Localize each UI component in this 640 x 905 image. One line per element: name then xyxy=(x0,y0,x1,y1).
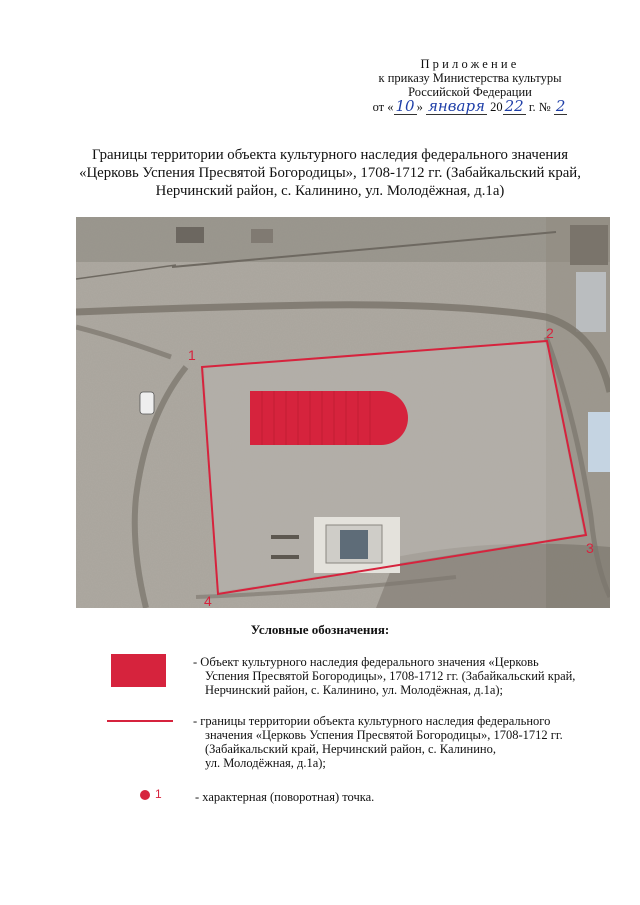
legend-boundary-line-3: (Забайкальский край, Нерчинский район, с. Калинино, xyxy=(205,742,496,756)
map-chapel-dome xyxy=(340,530,368,559)
map-ruins xyxy=(271,555,299,559)
boundary-point-3: 3 xyxy=(586,540,594,556)
legend-point-text: - характерная (поворотная) точка. xyxy=(195,790,375,804)
legend-object-line-3: Нерчинский район, с. Калинино, ул. Молодёжная, д.1а); xyxy=(205,683,504,697)
document-heading xyxy=(60,146,600,200)
map-house xyxy=(570,225,608,265)
legend-boundary-line-1: - границы территории объекта культурного наследия федерального xyxy=(193,714,551,728)
legend-boundary-text xyxy=(193,714,593,770)
map-vehicle xyxy=(140,392,154,414)
boundary-point-4: 4 xyxy=(204,593,212,608)
year-word: г. № xyxy=(528,100,551,114)
appendix-header xyxy=(340,57,600,114)
map-house xyxy=(251,229,273,243)
legend-object-swatch xyxy=(111,654,166,687)
heading-line-2: «Церковь Успения Пресвятой Богородицы», 1708-1712 гг. (Забайкальский край, xyxy=(79,165,581,181)
legend-object-line-1: - Объект культурного наследия федерального значения «Церковь xyxy=(193,655,539,669)
legend-boundary-line-2: значения «Церковь Успения Пресвятой Богородицы», 1708-1712 гг. xyxy=(205,728,563,742)
map-house xyxy=(576,272,606,332)
boundary-point-2: 2 xyxy=(546,325,554,341)
handwritten-year: 22 xyxy=(504,97,524,115)
aerial-map xyxy=(76,217,610,608)
legend-object-text xyxy=(193,655,603,697)
map-house xyxy=(176,227,204,243)
boundary-point-1: 1 xyxy=(188,347,196,363)
map-house xyxy=(588,412,610,472)
appendix-date-line: от « 10 » января 20 22 г. № 2 xyxy=(372,97,566,115)
legend-object-line-2: Успения Пресвятой Богородицы», 1708-1712 гг. (Забайкальский край, xyxy=(205,669,576,683)
heading-line-3: Нерчинский район, с. Калинино, ул. Молодёжная, д.1а) xyxy=(155,183,505,199)
map-north-terrain xyxy=(76,217,610,262)
date-prefix: от « xyxy=(372,100,394,114)
appendix-federation-line: Российской Федерации xyxy=(408,85,532,99)
legend-boundary-line-4: ул. Молодёжная, д.1а); xyxy=(205,756,326,770)
heading-line-1: Границы территории объекта культурного наследия федерального значения xyxy=(91,147,569,163)
handwritten-month: января xyxy=(427,97,485,115)
legend-title: Условные обозначения: xyxy=(250,622,390,637)
year-prefix: 20 xyxy=(490,100,503,114)
legend-point-dot xyxy=(140,790,150,800)
handwritten-number: 2 xyxy=(555,97,566,115)
handwritten-day: 10 xyxy=(395,97,415,115)
appendix-order-line: к приказу Министерства культуры xyxy=(378,71,562,85)
map-ruins xyxy=(271,535,299,539)
legend-point-number: 1 xyxy=(155,787,162,801)
legend-boundary-line xyxy=(107,720,173,722)
appendix-title: Приложение xyxy=(420,57,520,71)
